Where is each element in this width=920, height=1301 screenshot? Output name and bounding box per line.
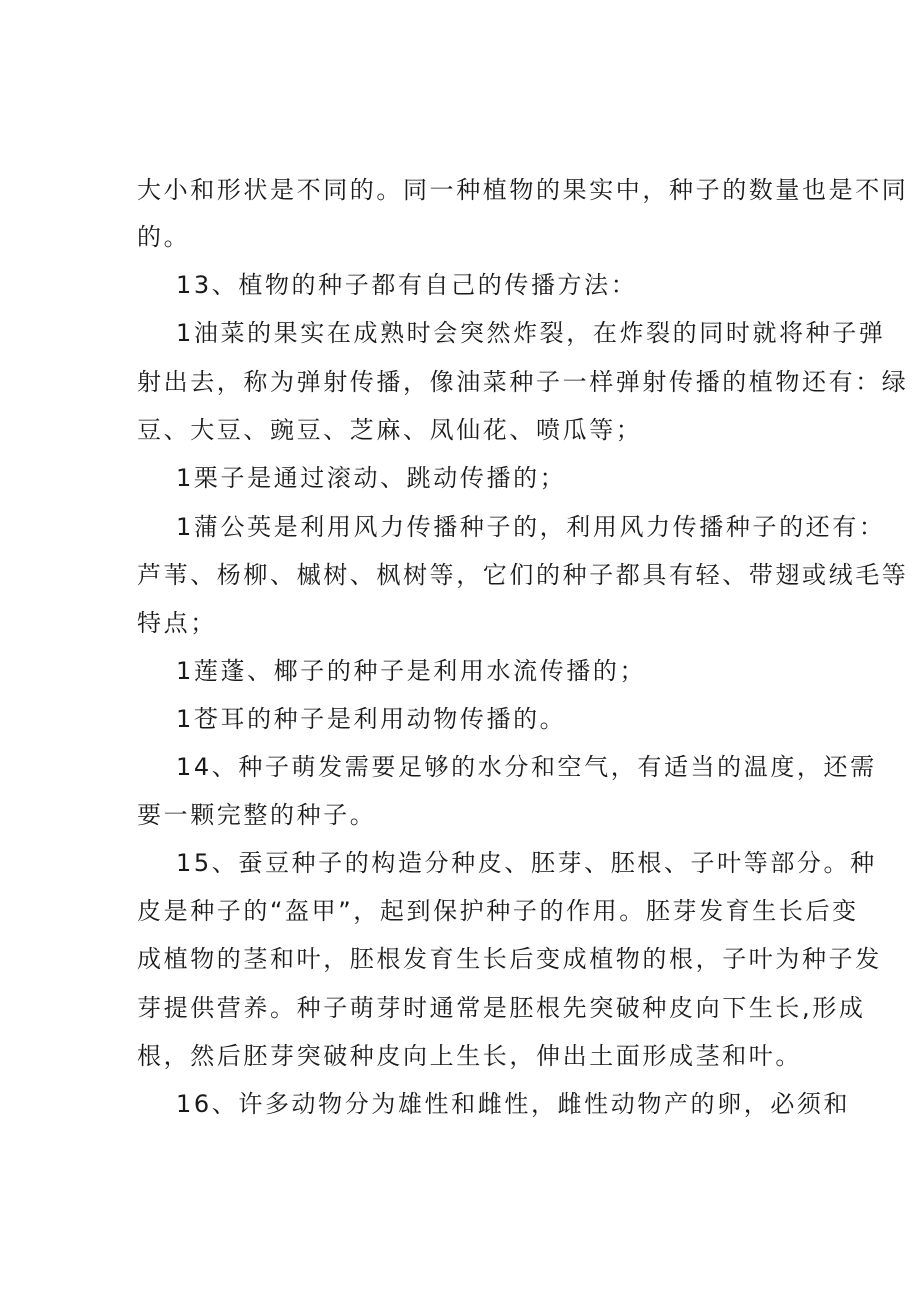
text-line-14: 要一颗完整的种子。 [137, 801, 377, 829]
text-line-4: 1油菜的果实在成熟时会突然炸裂，在炸裂的同时就将种子弹 [176, 319, 886, 347]
text-line-18: 芽提供营养。种子萌芽时通常是胚根先突破种皮向下生长,形成 [137, 994, 866, 1022]
item-15-heading: 15、蚕豆种子的构造分种皮、胚芽、胚根、子叶等部分。种 [176, 849, 877, 877]
text-line-7: 1栗子是通过滚动、跳动传播的； [176, 464, 567, 492]
item-13-heading: 13、植物的种子都有自己的传播方法： [176, 271, 638, 299]
item-14-heading: 14、种子萌发需要足够的水分和空气，有适当的温度，还需 [176, 753, 877, 781]
text-line-11: 1莲蓬、椰子的种子是利用水流传播的； [176, 657, 647, 685]
text-line-2: 的。 [137, 223, 191, 251]
text-line-6: 豆、大豆、豌豆、芝麻、凤仙花、喷瓜等； [137, 416, 643, 444]
text-line-16: 皮是种子的“盔甲”，起到保护种子的作用。胚芽发育生长后变 [137, 897, 859, 925]
item-16-heading: 16、许多动物分为雄性和雌性，雌性动物产的卵，必须和 [176, 1090, 851, 1118]
text-line-12: 1苍耳的种子是利用动物传播的。 [176, 705, 567, 733]
text-line-9: 芦苇、杨柳、槭树、枫树等，它们的种子都具有轻、带翅或绒毛等 [137, 561, 909, 589]
text-line-19: 根，然后胚芽突破种皮向上生长，伸出土面形成茎和叶。 [137, 1042, 802, 1070]
text-line-5: 射出去，称为弹射传播，像油菜种子一样弹射传播的植物还有：绿 [137, 368, 909, 396]
text-line-10: 特点； [137, 609, 217, 637]
text-line-1: 大小和形状是不同的。同一种植物的果实中，种子的数量也是不同 [137, 176, 909, 204]
text-line-8: 1蒲公英是利用风力传播种子的，利用风力传播种子的还有： [176, 513, 886, 541]
text-line-17: 成植物的茎和叶，胚根发育生长后变成植物的根，子叶为种子发 [137, 945, 882, 973]
